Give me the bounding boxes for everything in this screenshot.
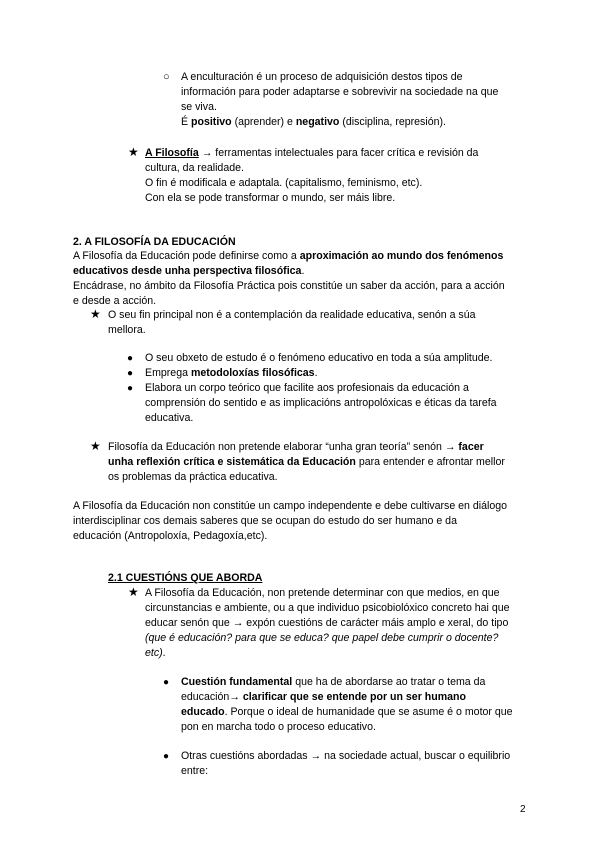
- questions-line-5: [145, 646, 166, 661]
- bullet-theory-line-2: comprensión do sentido e as implicacións antropolóxicas e éticas da tarefa: [145, 397, 497, 409]
- star-bullet: ★: [90, 307, 101, 321]
- bold-text: facer: [458, 441, 484, 453]
- other-questions-line-1: Otras cuestións abordadas → na sociedade actual, buscar o equilibrio: [181, 750, 511, 762]
- intro-line-3: Encádrase, no ámbito da Filosofía Práctica pois constitúe un saber da acción, para a acción: [73, 280, 505, 292]
- enculturation-line-3: se viva.: [181, 101, 217, 113]
- heading-text: 2.1 CUESTIÓNS QUE ABORDA: [108, 572, 263, 584]
- heading-text: 2. A FILOSOFÍA DA EDUCACIÓN: [73, 236, 236, 248]
- text: → ferramentas intelectuales para facer crítica e revisión da: [198, 147, 479, 159]
- reflection-line-3: os problemas da práctica educativa.: [108, 471, 278, 483]
- star-bullet: ★: [128, 585, 139, 599]
- enculturation-line-4: [181, 115, 446, 130]
- fundamental-line-1: [181, 675, 485, 690]
- text: educación→: [181, 691, 243, 703]
- bullet-theory-line-1: Elabora un corpo teórico que facilite aos profesionais da educación a: [145, 382, 469, 394]
- fundamental-line-4: pon en marcha todo o proceso educativo.: [181, 721, 376, 733]
- reflection-line-2: [108, 455, 505, 470]
- questions-line-4: [145, 631, 498, 646]
- intro-line-1: [73, 249, 503, 264]
- italic-text: etc): [145, 647, 163, 659]
- intro-line-2: [73, 264, 304, 279]
- star-bullet: ★: [128, 145, 139, 159]
- bullet-dot: ●: [127, 368, 134, 379]
- bullet-dot: ●: [127, 353, 134, 364]
- section-2-1-heading: [108, 571, 262, 586]
- filosofia-line-1: [145, 146, 478, 161]
- bold-text: educado: [181, 706, 225, 718]
- bold-term-positivo: positivo: [191, 116, 232, 128]
- bold-text: metodoloxías filosóficas: [190, 367, 315, 379]
- bullet-theory-line-3: educativa.: [145, 412, 194, 424]
- section-2-heading: [73, 235, 236, 250]
- enculturation-line-1: A enculturación é un proceso de adquisición destos tipos de: [181, 71, 463, 83]
- text: que ha de abordarse ao tratar o tema da: [292, 676, 486, 688]
- closing-line-1: A Filosofía da Educación non constitúe un campo independente e debe cultivarse en diálogo: [73, 500, 508, 512]
- text: A Filosofía da Educación pode definirse como a: [73, 250, 300, 262]
- star-bullet: ★: [90, 439, 101, 453]
- text: . Porque o ideal de humanidade que se asume é o motor que: [224, 706, 513, 718]
- text: para entender e afrontar mellor: [355, 456, 505, 468]
- filosofia-line-4: Con ela se pode transformar o mundo, ser máis libre.: [145, 192, 396, 204]
- enculturation-line-2: información para poder adaptarse e sobrevivir na sociedade na que: [181, 86, 499, 98]
- reflection-line-1: [108, 440, 484, 455]
- questions-line-3: educar senón que → expón cuestións de carácter máis amplo e xeral, do tipo: [145, 617, 509, 629]
- text: (disciplina, represión).: [339, 116, 446, 128]
- bullet-object-of-study: O seu obxeto de estudo é o fenómeno educativo en toda a súa amplitude.: [145, 352, 493, 364]
- bold-text: aproximación ao mundo dos fenómenos: [299, 250, 504, 262]
- intro-line-4: e desde a acción.: [73, 295, 157, 307]
- bold-text: Cuestión fundamental: [181, 676, 293, 688]
- text: .: [301, 265, 305, 277]
- text: Filosofía da Educación non pretende elaborar “unha gran teoría” senón →: [108, 441, 459, 453]
- hollow-circle-bullet: ○: [163, 71, 170, 83]
- filosofia-line-2: cultura, da realidade.: [145, 162, 244, 174]
- closing-line-2: interdisciplinar cos demais saberes que se ocupan do estudo do ser humano e da: [73, 515, 457, 527]
- text: (aprender) e: [231, 116, 296, 128]
- text: Emprega: [145, 367, 191, 379]
- text: .: [314, 367, 318, 379]
- aim-line-2: mellora.: [108, 324, 146, 336]
- aim-line-1: O seu fin principal non é a contemplación da realidade educativa, senón a súa: [108, 309, 476, 321]
- fundamental-line-3: [181, 705, 513, 720]
- bold-text: clarificar que se entende por un ser humano: [242, 691, 466, 703]
- text: .: [162, 647, 166, 659]
- bold-term-negativo: negativo: [295, 116, 340, 128]
- closing-line-3: educación (Antropoloxía, Pedagoxía,etc).: [73, 530, 268, 542]
- questions-line-2: circunstancias e ambiente, ou a que individuo psicobiolóxico concreto hai que: [145, 602, 510, 614]
- bold-text: educativos desde unha perspectiva filosófica: [73, 265, 302, 277]
- bullet-methodologies: [145, 366, 318, 381]
- fundamental-line-2: [181, 690, 466, 705]
- filosofia-line-3: O fin é modificala e adaptala. (capitalismo, feminismo, etc).: [145, 177, 423, 189]
- text: É: [181, 116, 192, 128]
- filosofia-term: A Filosofía: [145, 147, 199, 159]
- questions-line-1: A Filosofía da Educación, non pretende determinar con que medios, en que: [145, 587, 500, 599]
- italic-text: (que é educación? para que se educa? que papel debe cumprir o docente?: [145, 632, 499, 644]
- bullet-dot: ●: [163, 751, 170, 762]
- bold-text: unha reflexión crítica e sistemática da Educación: [108, 456, 356, 468]
- bullet-dot: ●: [127, 383, 134, 394]
- other-questions-line-2: entre:: [181, 765, 209, 777]
- bullet-dot: ●: [163, 677, 170, 688]
- page-number: 2: [520, 804, 526, 815]
